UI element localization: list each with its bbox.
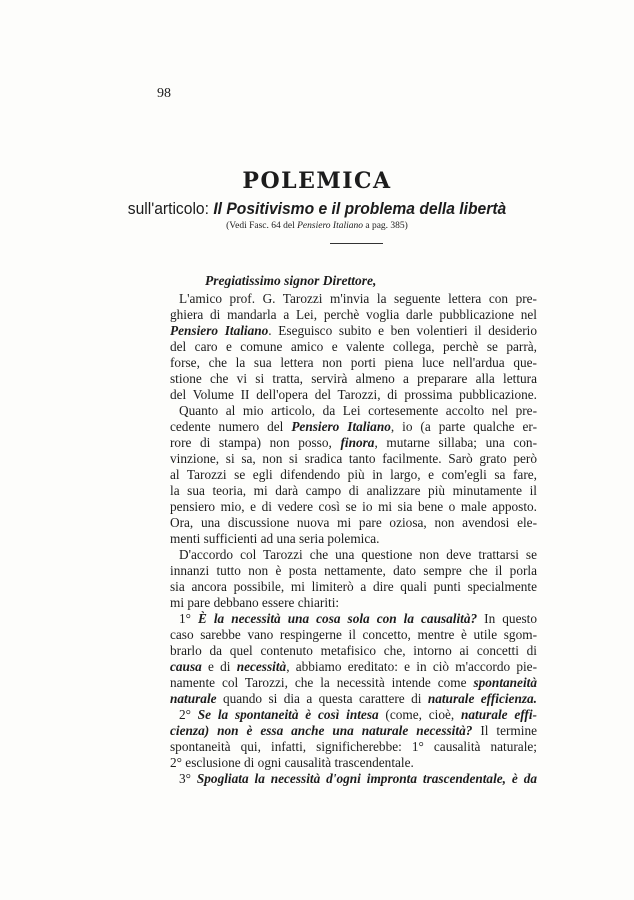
text-line <box>170 435 537 451</box>
divider <box>330 243 383 244</box>
text-line <box>170 483 537 499</box>
text-line <box>170 419 537 435</box>
text-segment: innanzi tutto non è posta nettamente, dato sempre che il porla <box>170 563 537 578</box>
page-title: POLEMICA <box>242 168 392 194</box>
text-line <box>170 291 537 307</box>
text-segment: forse, che la sua lettera non porti piena luce nell'ardua que- <box>170 355 537 370</box>
text-line <box>170 339 537 355</box>
text-segment: Il termine <box>472 723 537 738</box>
text-line <box>170 403 537 419</box>
text-line <box>170 387 537 403</box>
text-line <box>170 355 537 371</box>
text-segment: Ora, una discussione nuova mi pare oziosa, non avendosi ele- <box>170 515 537 530</box>
text-line <box>170 547 537 563</box>
emphasized-text: finora <box>340 435 375 450</box>
emphasized-text: causa <box>170 659 202 674</box>
text-segment: , io (a parte qualche er- <box>390 419 538 434</box>
text-line <box>170 371 537 387</box>
emphasized-text: È la necessità una cosa sola con la causalità? <box>197 611 478 626</box>
text-segment: 3° <box>179 771 197 786</box>
text-segment: D'accordo col Tarozzi che una questione non deve trattarsi se <box>179 547 537 562</box>
subtitle <box>25 199 608 219</box>
text-segment: L'amico prof. G. Tarozzi m'invia la seguente lettera con pre- <box>179 291 537 306</box>
text-segment: . Eseguisco subito e ben volentieri il desiderio <box>268 323 537 338</box>
text-line <box>170 467 537 483</box>
text-line <box>170 739 537 755</box>
emphasized-text: Pensiero Italiano <box>291 419 391 434</box>
text-line <box>170 771 537 787</box>
emphasized-text: spontaneità <box>473 675 537 690</box>
text-segment: , abbiamo ereditato: e in ciò m'accordo pie- <box>286 659 537 674</box>
emphasized-text: necessità <box>236 659 287 674</box>
emphasized-text: Se la spontaneità è così intesa <box>197 707 379 722</box>
text-segment: ghiera di mandarla a Lei, perchè voglia darle pubblicazione nel <box>170 307 537 322</box>
emphasized-text: naturale <box>170 691 217 706</box>
text-segment: quando si dia a questa carattere di <box>216 691 428 706</box>
emphasized-text: naturale efficienza. <box>427 691 537 706</box>
article-title: Il Positivismo e il problema della libertà <box>213 199 507 218</box>
text-segment: del caro e comune amico e valente collega, perchè se parrà, <box>170 339 537 354</box>
text-line <box>170 643 537 659</box>
text-segment: al Tarozzi se egli difendendo più in largo, e com'egli sa fare, <box>170 467 537 482</box>
text-line <box>170 675 537 691</box>
text-segment: spontaneità qui, infatti, significherebbe: 1° causalità naturale; <box>170 739 537 754</box>
text-segment: cedente numero del <box>170 419 292 434</box>
text-line <box>170 627 537 643</box>
text-segment: del Volume II dell'opera del Tarozzi, di prossima pubblicazione. <box>170 387 537 402</box>
salutation: Pregiatissimo signor Direttore, <box>205 273 377 288</box>
text-segment: e di <box>201 659 237 674</box>
emphasized-text: Pensiero Italiano <box>170 323 269 338</box>
text-segment: Quanto al mio articolo, da Lei cortesemente accolto nel pre- <box>179 403 537 418</box>
text-line <box>170 499 537 515</box>
emphasized-text: cienza) non è essa anche una naturale necessità? <box>170 723 473 738</box>
text-segment: la sua teoria, mi darà campo di analizzare più minutamente il <box>170 483 537 498</box>
text-line <box>170 323 537 339</box>
text-line <box>170 531 537 547</box>
text-segment: rore di stampa) non posso, <box>170 435 341 450</box>
text-segment: mi pare debbano essere chiariti: <box>170 595 340 610</box>
note-before: (Vedi Fasc. 64 del <box>226 221 298 231</box>
text-segment: stione che vi si tratta, servirà almeno a preparare alla lettura <box>170 371 537 386</box>
text-line <box>170 595 537 611</box>
text-line <box>170 707 537 723</box>
text-line <box>170 307 537 323</box>
text-line <box>170 451 537 467</box>
page-number: 98 <box>157 86 171 101</box>
subtitle-prefix: sull'articolo: <box>127 199 214 218</box>
letter-body <box>170 291 537 787</box>
text-segment: menti sufficienti ad una seria polemica. <box>170 531 380 546</box>
text-line <box>170 723 537 739</box>
emphasized-text: Spogliata la necessità d'ogni impronta trascendentale, è da <box>196 771 538 786</box>
text-segment: brarlo da quel contenuto metafisico che, intorno ai concetti di <box>170 643 537 658</box>
text-segment: namente col Tarozzi, che la necessità intende come <box>170 675 474 690</box>
text-line <box>170 691 537 707</box>
text-line <box>170 515 537 531</box>
text-segment: vinzione, si sa, non si sradica tanto facilmente. Sarò grato però <box>170 451 537 466</box>
text-segment: 1° <box>179 611 198 626</box>
text-line <box>170 579 537 595</box>
note-after: a pag. 385) <box>363 221 408 231</box>
reference-note <box>0 221 634 231</box>
text-segment: , mutarne sillaba; una con- <box>374 435 538 450</box>
text-segment: 2° esclusione di ogni causalità trascendentale. <box>170 755 414 770</box>
text-segment: sia ancora possibile, mi limiterò a dire quali punti specialmente <box>170 579 537 594</box>
text-segment: In questo <box>477 611 537 626</box>
text-line <box>170 659 537 675</box>
text-segment: caso sarebbe vano respingerne il concetto, mentre è utile sgom- <box>170 627 537 642</box>
text-segment: pensiero mio, e di vedere così se io mi sia bene o male apposto. <box>170 499 537 514</box>
text-line <box>170 611 537 627</box>
text-line <box>170 755 537 771</box>
emphasized-text: naturale effi- <box>461 707 537 722</box>
text-line <box>170 563 537 579</box>
note-journal: Pensiero Italiano <box>297 221 363 231</box>
text-segment: 2° <box>179 707 198 722</box>
text-segment: (come, cioè, <box>378 707 462 722</box>
